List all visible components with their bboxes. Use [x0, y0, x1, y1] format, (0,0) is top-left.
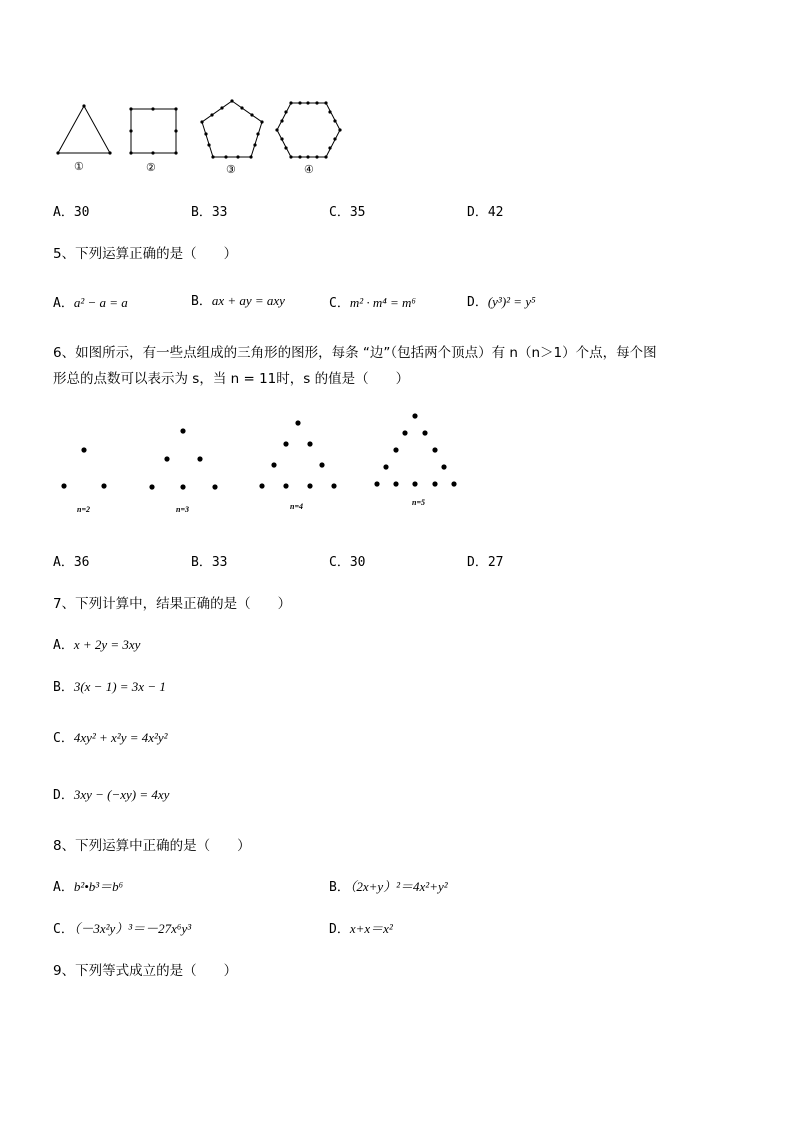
hexagon-dots: [275, 101, 341, 158]
square-shape: [131, 109, 176, 153]
q6-option-c[interactable]: [329, 551, 365, 570]
option-letter: D．: [329, 922, 350, 937]
q5-option-b[interactable]: [191, 290, 285, 309]
pentagon-dots: [200, 99, 263, 158]
option-letter: B．: [329, 880, 350, 895]
q8-option-a[interactable]: [53, 876, 123, 895]
pentagon-shape: [202, 101, 262, 157]
option-letter: A．: [53, 296, 74, 311]
option-letter: A．: [53, 880, 74, 895]
polygon-label-4: ④: [304, 164, 314, 176]
option-text: a² − a = a: [73, 295, 128, 310]
q5-option-c[interactable]: [329, 292, 416, 311]
q5-option-d[interactable]: [467, 291, 536, 310]
option-letter: A．: [53, 638, 74, 653]
option-letter: C．: [329, 205, 350, 220]
option-letter: D．: [53, 788, 74, 803]
q6-option-a[interactable]: [53, 551, 89, 570]
option-letter: C．: [53, 731, 74, 746]
option-letter: B．: [191, 205, 212, 220]
q6-stem-line1: 6、如图所示，有一些点组成的三角形的图形，每条 “边”（包括两个顶点）有 n（n＞1）个点，每个图: [53, 345, 657, 361]
q7-option-d[interactable]: [53, 784, 169, 803]
option-text: x + 2y = 3xy: [73, 637, 141, 652]
option-text: m² · m⁴ = m⁶: [349, 295, 416, 310]
q5-option-a[interactable]: [53, 292, 128, 311]
q4-option-d[interactable]: [467, 201, 503, 220]
option-letter: D．: [467, 555, 488, 570]
dot-figure-label-n3: n=3: [176, 505, 190, 514]
q8-stem: 8、下列运算中正确的是（ ）: [53, 838, 251, 854]
q4-option-c[interactable]: [329, 201, 365, 220]
q8-option-b[interactable]: [329, 876, 448, 895]
option-letter: D．: [467, 205, 488, 220]
square-dots: [129, 107, 177, 154]
option-text: 3xy − (−xy) = 4xy: [73, 787, 170, 802]
q4-option-a[interactable]: [53, 201, 89, 220]
dot-figure-label-n2: n=2: [77, 505, 91, 514]
option-text: （2x+y）²＝4x²+y²: [349, 879, 448, 894]
dot-figure-label-n5: n=5: [412, 498, 426, 507]
option-letter: B．: [191, 294, 212, 309]
dots-n5: [374, 413, 456, 486]
dots-n2: [61, 447, 106, 488]
q6-stem-line2: 形总的点数可以表示为 s，当 n = 11时，s 的值是（ ）: [53, 371, 410, 387]
q5-stem: 5、下列运算正确的是（ ）: [53, 246, 238, 262]
option-text: (y³)² = y⁵: [487, 294, 536, 309]
option-text: 30: [73, 205, 90, 220]
dot-triangles-figure: [0, 400, 794, 520]
dot-figure-label-n4: n=4: [290, 502, 304, 511]
option-letter: C．: [53, 922, 74, 937]
option-letter: D．: [467, 295, 488, 310]
option-text: b²•b³＝b⁶: [73, 879, 124, 894]
option-letter: B．: [191, 555, 212, 570]
option-letter: C．: [329, 555, 350, 570]
option-text: （－3x²y）³＝－27x⁶y³: [73, 921, 192, 936]
q7-option-a[interactable]: [53, 634, 140, 653]
polygon-label-2: ②: [146, 162, 156, 174]
option-letter: A．: [53, 205, 74, 220]
option-text: 33: [211, 205, 228, 220]
option-text: 27: [487, 555, 504, 570]
option-letter: C．: [329, 296, 350, 311]
polygon-label-3: ③: [226, 164, 236, 176]
q6-option-b[interactable]: [191, 551, 227, 570]
option-letter: B．: [53, 680, 74, 695]
triangle-shape: [58, 106, 110, 153]
option-text: 30: [349, 555, 366, 570]
q7-option-c[interactable]: [53, 727, 168, 746]
q9-stem: 9、下列等式成立的是（ ）: [53, 963, 238, 979]
q7-option-b[interactable]: [53, 676, 166, 695]
option-letter: A．: [53, 555, 74, 570]
option-text: 4xy² + x²y = 4x²y²: [73, 730, 168, 745]
dots-n3: [149, 428, 217, 489]
q8-option-c[interactable]: [53, 918, 191, 937]
q4-option-b[interactable]: [191, 201, 227, 220]
q7-stem: 7、下列计算中，结果正确的是（ ）: [53, 596, 292, 612]
q8-option-d[interactable]: [329, 918, 393, 937]
option-text: x+x＝x²: [349, 921, 393, 936]
option-text: 42: [487, 205, 504, 220]
option-text: 3(x − 1) = 3x − 1: [73, 679, 166, 694]
triangle-dots: [56, 104, 111, 154]
q6-option-d[interactable]: [467, 551, 503, 570]
option-text: 35: [349, 205, 366, 220]
option-text: 33: [211, 555, 228, 570]
dots-n4: [259, 420, 336, 488]
polygon-label-1: ①: [74, 161, 84, 173]
polygon-figure: [0, 0, 794, 190]
option-text: ax + ay = axy: [211, 293, 285, 308]
option-text: 36: [73, 555, 90, 570]
